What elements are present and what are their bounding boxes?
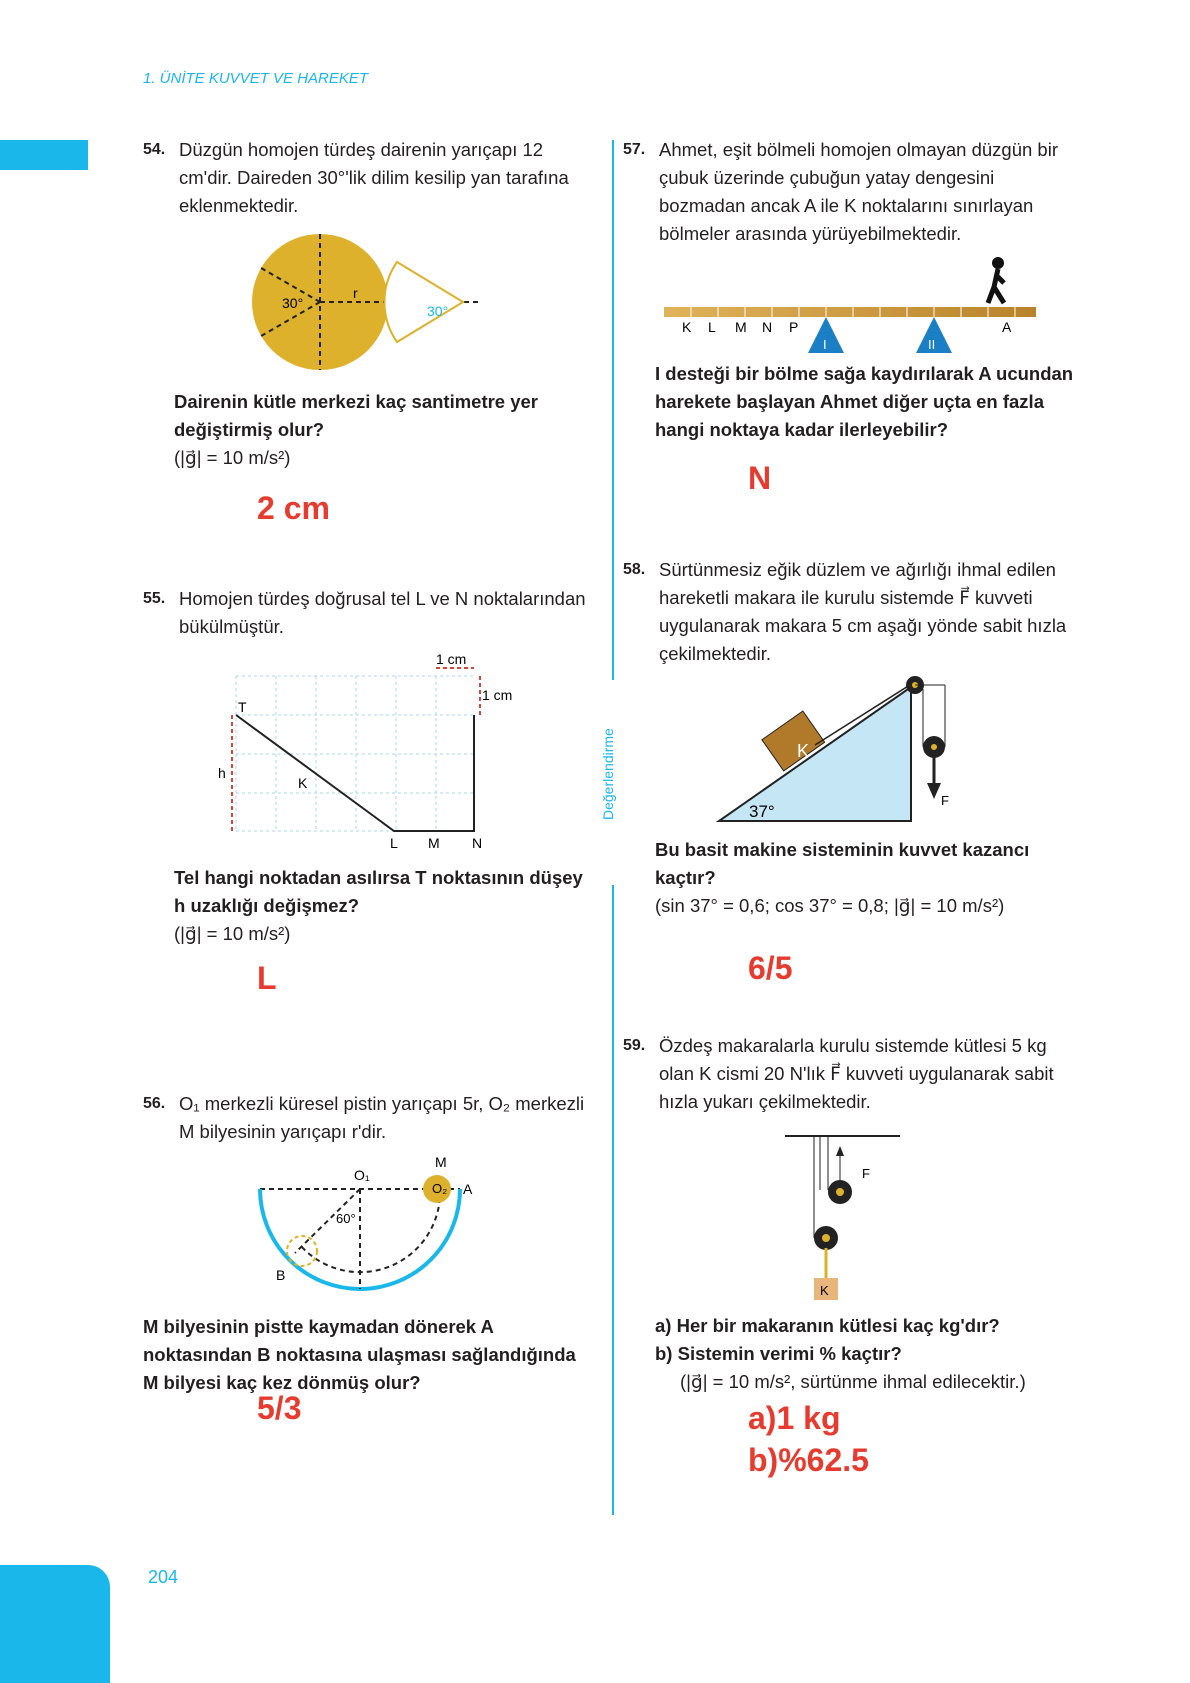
handwritten-answer: 2 cm [257,490,330,526]
track-diagram [250,1155,480,1305]
angle-label: 37° [749,802,775,821]
given: (sin 37° = 0,6; cos 37° = 0,8; |g⃗| = 10 m/s²) [655,895,1005,916]
column-divider [612,885,614,1515]
circle-diagram [245,230,495,375]
question-number: 55. [143,590,166,607]
question-number: 59. [623,1037,646,1054]
question-number: 54. [143,141,166,158]
column-divider [612,140,614,680]
handwritten-answer: 5/3 [257,1390,302,1426]
wire-diagram [210,650,530,855]
question-number: 56. [143,1095,166,1112]
question-56 [143,1090,593,1146]
handwritten-answer-a: a)1 kg [748,1400,841,1436]
angle-label: 60° [336,1211,356,1226]
force-label: F [862,1166,870,1181]
handwritten-answer: 6/5 [748,950,793,986]
question-prompt: M bilyesinin pistte kaymadan dönerek A noktasından B noktasına ulaşması sağlandığında M bilyesi kaç kez dönmüş olur? [143,1316,576,1393]
question-text: O₁ merkezli küresel pistin yarıçapı 5r, O₂ merkezli M bilyesinin yarıçapı r'dir. [179,1093,585,1142]
force-label: F [941,793,949,808]
question-prompt: Tel hangi noktadan asılırsa T noktasının düşey h uzaklığı değişmez? [174,867,583,916]
point-label: O₁ [354,1167,370,1183]
support-label: I [823,337,827,352]
scale-label: 1 cm [482,687,513,703]
incline-diagram [715,675,975,825]
question-text: Sürtünmesiz eğik düzlem ve ağırlığı ihmal edilen hareketli makara ile kurulu sistemde F⃗ kuvveti uygulanarak makara 5 cm aşağı yönde sabit hızla çekilmektedir. [659,559,1067,664]
radius-label: r [353,285,358,301]
question-57 [623,136,1073,248]
question-a: a) Her bir makaranın kütlesi kaç kg'dır? [655,1315,1000,1336]
given: (|g⃗| = 10 m/s², sürtünme ihmal edilecektir.) [680,1371,1026,1392]
point-label: M [428,835,440,851]
point-label: K [682,319,692,335]
scale-label: 1 cm [436,651,467,667]
point-label: M [735,319,747,335]
point-label: P [789,319,799,335]
handwritten-answer: N [748,460,772,496]
angle-label: 30° [282,295,304,311]
question-prompt: Dairenin kütle merkezi kaç santimetre yer değiştirmiş olur? [174,391,539,440]
point-label: O₂ [432,1181,448,1196]
point-label: T [238,699,247,715]
question-58 [623,556,1083,668]
point-label: A [1002,319,1012,335]
point-label: N [762,319,773,335]
lever-diagram [660,255,1045,355]
point-label: L [708,319,716,335]
question-prompt: I desteği bir bölme sağa kaydırılarak A ucundan harekete başlayan Ahmet diğer uçta en fazla hangi noktaya kadar ilerleyebilir? [655,363,1074,440]
question-number: 57. [623,141,646,158]
question-text: Ahmet, eşit bölmeli homojen olmayan düzgün bir çubuk üzerinde çubuğun yatay dengesini bozmadan ancak A ile K noktalarını sınırlayan bölmeler arasında yürüyebilmektedir. [659,139,1058,244]
question-55 [143,585,593,641]
question-59 [623,1032,1083,1116]
section-label: Değerlendirme [600,728,616,820]
pulley-diagram [780,1130,910,1305]
side-tab [0,140,88,170]
page-number: 204 [148,1567,179,1587]
question-b: b) Sistemin verimi % kaçtır? [655,1343,902,1364]
point-label: L [390,835,398,851]
question-54 [143,136,593,220]
block-label: K [820,1283,829,1298]
point-label: B [276,1267,286,1283]
point-label: A [463,1181,473,1197]
question-text: Homojen türdeş doğrusal tel L ve N noktalarından bükülmüştür. [179,588,586,637]
handwritten-answer-b: b)%62.5 [748,1442,869,1478]
question-text: Düzgün homojen türdeş dairenin yarıçapı 12 cm'dir. Daireden 30°'lik dilim kesilip yan tarafına eklenmektedir. [179,139,569,216]
question-prompt: Bu basit makine sisteminin kuvvet kazancı kaçtır? [655,839,1030,888]
handwritten-answer: L [257,960,277,996]
question-number: 58. [623,561,646,578]
question-text: Özdeş makaralarla kurulu sistemde kütlesi 5 kg olan K cismi 20 N'lık F⃗ kuvveti uygulanarak sabit hızla yukarı çekilmektedir. [659,1035,1054,1112]
point-label: K [298,775,308,791]
given: (|g⃗| = 10 m/s²) [174,447,291,468]
angle-label: 30° [427,303,449,319]
support-label: II [928,337,936,352]
corner-decoration [0,1565,110,1683]
point-label: M [435,1155,447,1170]
point-label: N [472,835,483,851]
given: (|g⃗| = 10 m/s²) [174,923,291,944]
block-label: K [797,741,810,761]
unit-header: 1. ÜNİTE KUVVET VE HAREKET [143,70,369,87]
point-label: h [218,765,226,781]
